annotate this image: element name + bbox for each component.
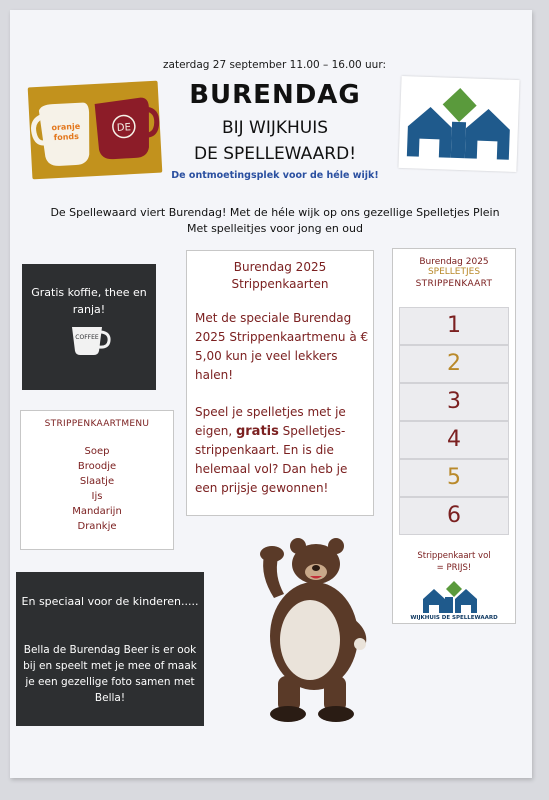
- strip-heading-1: Burendag 2025: [233, 260, 327, 274]
- card-footer-2: = PRIJS!: [436, 563, 472, 573]
- tagline: De ontmoetingsplek voor de héle wijk!: [171, 170, 379, 181]
- coffee-cup-icon: [68, 321, 112, 357]
- spelletjes-strippenkaart: [392, 248, 516, 624]
- strip-paragraph-2-bold: gratis: [235, 424, 279, 439]
- menu-title: STRIPPENKAARTMENU: [44, 419, 150, 429]
- stamp-box-6: 6: [399, 497, 509, 535]
- event-date: zaterdag 27 september 11.00 – 16.00 uur:: [163, 59, 386, 71]
- intro-line-2: Met spelleitjes voor jong en oud: [187, 222, 363, 235]
- menu-list: [21, 444, 173, 534]
- menu-item: Drankje: [77, 521, 117, 532]
- mugs-illustration: [28, 81, 163, 180]
- bear-mascot-icon: [244, 536, 374, 724]
- strip-paragraph-2-start: Speel je spelletjes met je eigen,: [195, 405, 346, 438]
- strip-paragraph-2-end: Spelletjes-strippenkaart. En is die helemaal vol? Dan heb je een prijsje gewonnen!: [195, 424, 348, 495]
- logo-text-fonds: fonds: [53, 131, 80, 143]
- card-title: STRIPPENKAART: [415, 279, 493, 289]
- stamp-box-2: 2: [399, 345, 509, 383]
- menu-item: Slaatje: [79, 476, 115, 487]
- oranje-fonds-logo: [28, 81, 163, 180]
- subtitle-line-1: BIJ WIJKHUIS: [221, 118, 329, 138]
- strippenkaarten-info: [186, 250, 374, 516]
- bella-heading: En speciaal voor de kinderen.....: [21, 595, 199, 608]
- stamp-box-4: 4: [399, 421, 509, 459]
- wijkhuis-mini-logo-icon: [419, 579, 489, 615]
- wijkhuis-logo: [398, 76, 519, 172]
- strip-paragraph-1: Met de speciale Burendag 2025 Strippenkaartmenu à € 5,00 kun je veel lekkers halen!: [195, 311, 369, 382]
- stamp-box-1: 1: [399, 307, 509, 345]
- stamp-box-3: 3: [399, 383, 509, 421]
- menu-item: Broodje: [77, 461, 117, 472]
- card-games: SPELLETJES: [427, 267, 481, 277]
- stamp-box-5: 5: [399, 459, 509, 497]
- menu-item: Mandarijn: [72, 506, 122, 517]
- intro-line-1: De Spellewaard viert Burendag! Met de héle wijk op ons gezellige Spelletjes Plein: [50, 206, 500, 219]
- bella-text: Bella de Burendag Beer is er ook bij en speelt met je mee of maak je een gezellige foto samen met Bella!: [23, 644, 197, 704]
- free-drinks-box: [22, 264, 156, 390]
- strip-heading: [187, 259, 373, 293]
- houses-icon: [398, 76, 519, 172]
- logo-badge-de: DE: [116, 122, 132, 134]
- card-footer-1: Strippenkaart vol: [417, 551, 491, 561]
- logo-text-oranje: oranje: [51, 121, 81, 133]
- cup-label: COFFEE: [75, 334, 99, 341]
- bella-box: [16, 572, 204, 726]
- card-year: Burendag 2025: [419, 257, 489, 267]
- strip-paragraph-2: [195, 403, 369, 498]
- free-drinks-text: Gratis koffie, thee en ranja!: [31, 286, 147, 316]
- strippenkaart-menu: [20, 410, 174, 550]
- mini-logo-caption: WIJKHUIS DE SPELLEWAARD: [410, 615, 498, 621]
- menu-item: Soep: [84, 446, 110, 457]
- subtitle-line-2: DE SPELLEWAARD!: [193, 144, 357, 164]
- strip-heading-2: Strippenkaarten: [231, 277, 329, 291]
- menu-item: Ijs: [91, 491, 103, 502]
- page-title: BURENDAG: [189, 80, 361, 110]
